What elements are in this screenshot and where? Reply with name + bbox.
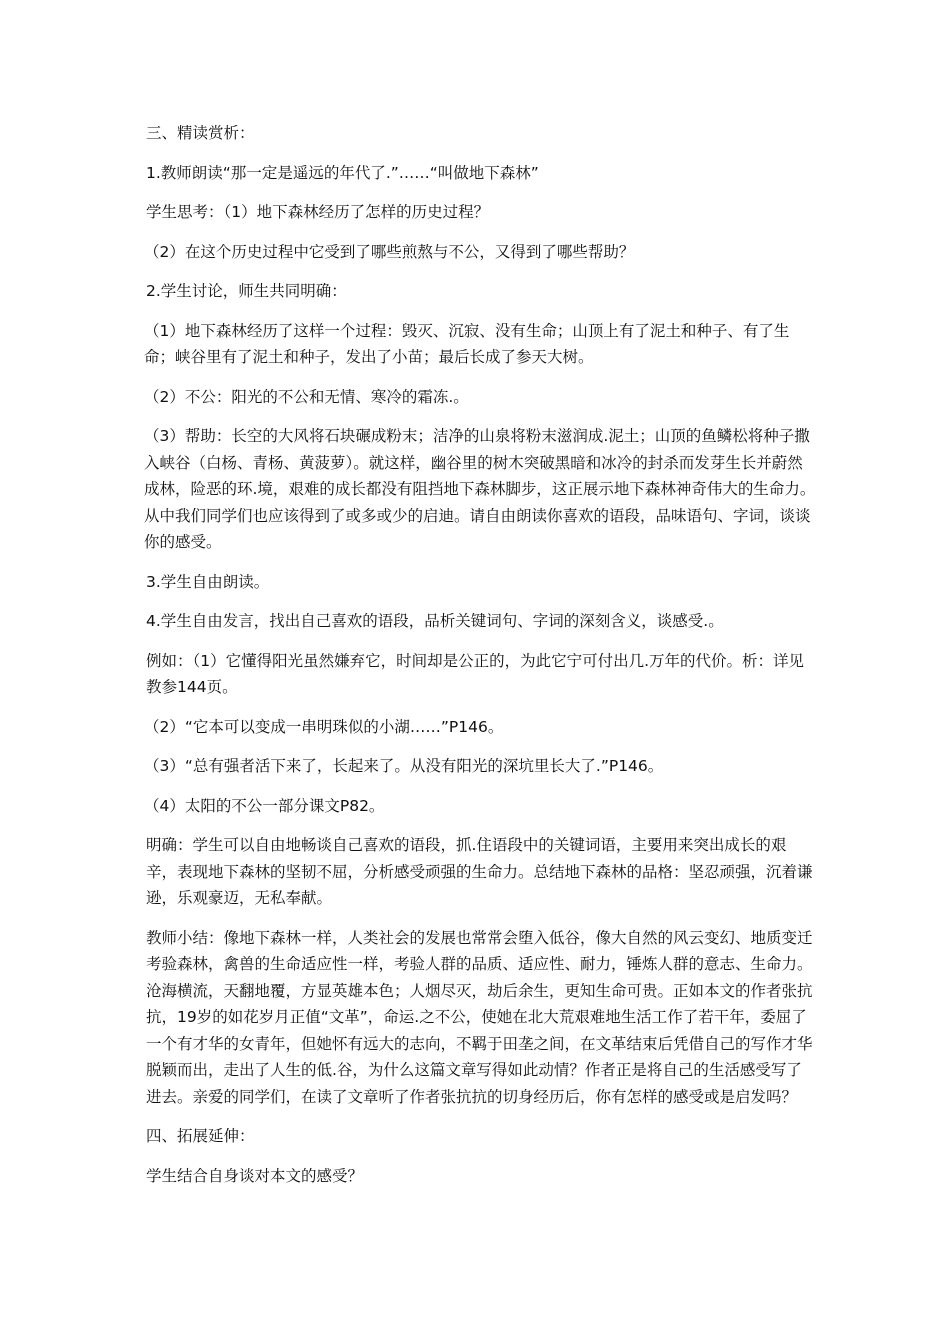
paragraph-7: （3）帮助：长空的大风将石块碾成粉末；洁净的山泉将粉末滋润成.泥土；山顶的鱼鳞松将种子撒入峡谷（白杨、青杨、黄菠萝）。就这样，幽谷里的树木突破黑暗和冰冷的封杀而发芽生长并蔚然成林，险恶的环.境，艰难的成长都没有阻挡地下森林脚步，这正展示地下森林神奇伟大的生命力。从中我们同学们也应该得到了或多或少的启迪。请自由朗读你喜欢的语段，品味语句、字词，谈谈你的感受。 bbox=[144, 427, 816, 551]
paragraph-14: 明确：学生可以自由地畅谈自己喜欢的语段，抓.住语段中的关键词语，主要用来突出成长的艰辛，表现地下森林的坚韧不屈，分析感受顽强的生命力。总结地下森林的品格：坚忍顽强，沉着谦逊，乐观豪迈，无私奉献。 bbox=[146, 836, 813, 907]
paragraph-11: （2）“它本可以变成一串明珠似的小湖……”P146。 bbox=[144, 717, 504, 736]
paragraph-4: 2.学生讨论，师生共同明确： bbox=[146, 282, 347, 300]
paragraph-17: 学生结合自身谈对本文的感受？ bbox=[146, 1166, 364, 1185]
paragraph-6: （2）不公：阳光的不公和无情、寒冷的霜冻.。 bbox=[144, 387, 469, 406]
paragraph-2: 学生思考：（1）地下森林经历了怎样的历史过程？ bbox=[146, 203, 490, 221]
section-heading-4: 四、拓展延伸： bbox=[146, 1127, 255, 1145]
document-page bbox=[146, 120, 816, 1202]
paragraph-15: 教师小结：像地下森林一样，人类社会的发展也常常会堕入低谷，像大自然的风云变幻、地质变迁考验森林，禽兽的生命适应性一样，考验人群的品质、适应性、耐力，锤炼人群的意志、生命力。沧海横流，天翻地覆，方显英雄本色；人烟尽灭，劫后余生，更知生命可贵。正如本文的作者张抗抗，19岁的如花岁月正值“文革”，命运.之不公，使她在北大荒艰难地生活工作了若干年，委屈了一个有才华的女青年，但她怀有远大的志向，不羁于田垄之间，在文革结束后凭借自己的写作才华脱颖而出，走出了人生的低.谷，为什么这篇文章写得如此动情？作者正是将自己的生活感受写了进去。亲爱的同学们，在读了文章听了作者张抗抗的切身经历后，你有怎样的感受或是启发吗？ bbox=[146, 928, 813, 1106]
paragraph-9: 4.学生自由发言，找出自己喜欢的语段，品析关键词句、字词的深刻含义，谈感受.。 bbox=[146, 612, 724, 630]
paragraph-8: 3.学生自由朗读。 bbox=[146, 572, 270, 591]
paragraph-5: （1）地下森林经历了这样一个过程：毁灭、沉寂、没有生命；山顶上有了泥土和种子、有了生命；峡谷里有了泥土和种子，发出了小苗；最后长成了参天大树。 bbox=[144, 321, 790, 366]
paragraph-3: （2）在这个历史过程中它受到了哪些煎熬与不公，又得到了哪些帮助？ bbox=[144, 242, 635, 261]
paragraph-13: （4）太阳的不公一部分课文P82。 bbox=[144, 796, 385, 815]
section-heading-3: 三、精读赏析： bbox=[146, 124, 255, 142]
paragraph-10: 例如：（1）它懂得阳光虽然嫌弃它，时间却是公正的，为此它宁可付出几.万年的代价。析：详见教参144页。 bbox=[146, 651, 805, 696]
paragraph-12: （3）“总有强者活下来了，长起来了。从没有阳光的深坑里长大了.”P146。 bbox=[144, 757, 664, 775]
paragraph-1: 1.教师朗读“那一定是遥远的年代了.”……“叫做地下森林” bbox=[146, 163, 539, 182]
